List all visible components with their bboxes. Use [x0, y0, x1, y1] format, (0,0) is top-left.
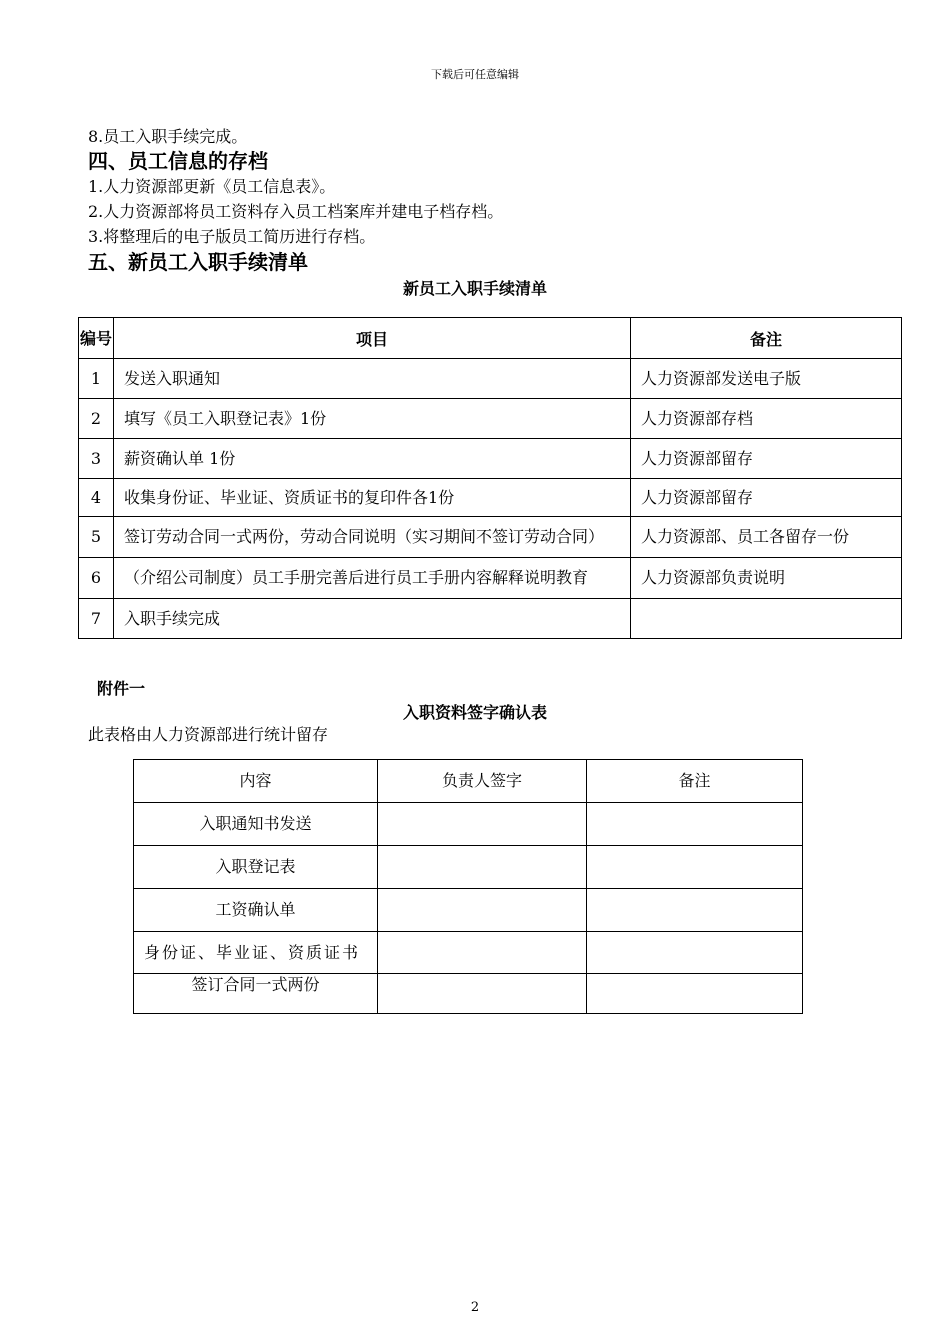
table2-note: 此表格由人力资源部进行统计留存: [88, 725, 329, 744]
row-num: 1: [79, 359, 114, 399]
row-content: 工资确认单: [134, 889, 378, 932]
row-num: 3: [79, 439, 114, 479]
archive-step-3: 3.将整理后的电子版员工简历进行存档。: [88, 227, 376, 246]
row-item: 填写《员工入职登记表》1份: [114, 399, 631, 439]
onboarding-checklist-table: [78, 317, 902, 639]
row-note: [631, 599, 902, 639]
header-num: 编号: [79, 318, 114, 359]
row-note: 人力资源部发送电子版: [631, 359, 902, 399]
table-header-row: [79, 318, 902, 359]
header-note: 备注: [631, 318, 902, 359]
archive-step-2: 2.人力资源部将员工资料存入员工档案库并建电子档存档。: [88, 202, 504, 221]
note-cell[interactable]: [587, 932, 803, 974]
row-content: 身份证、毕业证、资质证书: [134, 932, 378, 974]
row-num: 4: [79, 479, 114, 517]
archive-step-1: 1.人力资源部更新《员工信息表》。: [88, 177, 336, 196]
step-8-line: 8.员工入职手续完成。: [88, 127, 248, 146]
header-note: 备注: [587, 760, 803, 803]
note-cell[interactable]: [587, 889, 803, 932]
row-note: 人力资源部留存: [631, 439, 902, 479]
row-item: （介绍公司制度）员工手册完善后进行员工手册内容解释说明教育: [114, 558, 631, 599]
row-num: 7: [79, 599, 114, 639]
signature-cell[interactable]: [378, 889, 587, 932]
note-cell[interactable]: [587, 803, 803, 846]
table-row: [134, 974, 803, 1014]
table-row: [79, 599, 902, 639]
row-content: 入职登记表: [134, 846, 378, 889]
table-row: [134, 846, 803, 889]
table-row: [79, 517, 902, 558]
row-item: 薪资确认单 1份: [114, 439, 631, 479]
row-note: 人力资源部存档: [631, 399, 902, 439]
note-cell[interactable]: [587, 974, 803, 1014]
row-item: 入职手续完成: [114, 599, 631, 639]
row-num: 5: [79, 517, 114, 558]
row-item: 收集身份证、毕业证、资质证书的复印件各1份: [114, 479, 631, 517]
section-5-heading: 五、新员工入职手续清单: [88, 250, 308, 274]
sign-confirm-table: [133, 759, 803, 1014]
section-4-heading: 四、员工信息的存档: [88, 149, 268, 173]
table-header-row: [134, 760, 803, 803]
page-header: 下载后可任意编辑: [431, 68, 519, 81]
signature-cell[interactable]: [378, 932, 587, 974]
table2-title: 入职资料签字确认表: [402, 703, 547, 722]
table1-title: 新员工入职手续清单: [402, 279, 547, 298]
header-signer: 负责人签字: [378, 760, 587, 803]
signature-cell[interactable]: [378, 974, 587, 1014]
table-row: [79, 479, 902, 517]
table-row: [79, 439, 902, 479]
signature-cell[interactable]: [378, 846, 587, 889]
header-content: 内容: [134, 760, 378, 803]
signature-cell[interactable]: [378, 803, 587, 846]
row-note: 人力资源部负责说明: [631, 558, 902, 599]
row-num: 6: [79, 558, 114, 599]
page-number: 2: [470, 1300, 480, 1315]
appendix-label: 附件一: [97, 679, 146, 698]
row-item: 签订劳动合同一式两份，劳动合同说明（实习期间不签订劳动合同）: [114, 517, 631, 558]
table-row: [134, 803, 803, 846]
row-num: 2: [79, 399, 114, 439]
row-note: 人力资源部、员工各留存一份: [631, 517, 902, 558]
table-row: [134, 932, 803, 974]
table-row: [134, 889, 803, 932]
row-content: 签订合同一式两份: [134, 974, 378, 1014]
table-row: [79, 399, 902, 439]
row-note: 人力资源部留存: [631, 479, 902, 517]
row-item: 发送入职通知: [114, 359, 631, 399]
table-row: [79, 359, 902, 399]
note-cell[interactable]: [587, 846, 803, 889]
row-content: 入职通知书发送: [134, 803, 378, 846]
header-item: 项目: [114, 318, 631, 359]
table-row: [79, 558, 902, 599]
